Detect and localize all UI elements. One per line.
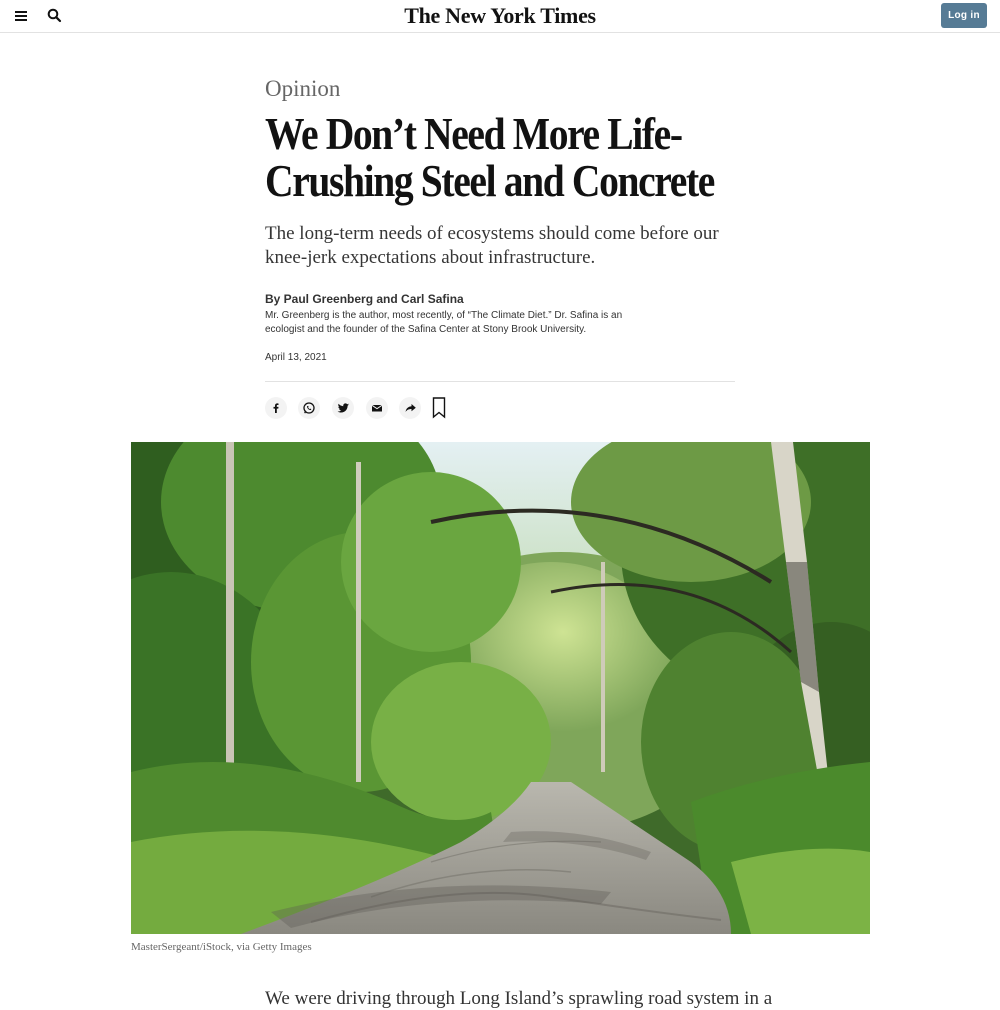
site-logo[interactable]: The New York Times xyxy=(404,3,596,28)
twitter-icon[interactable] xyxy=(332,397,354,419)
bookmark-icon[interactable] xyxy=(432,397,446,419)
hero-image xyxy=(131,442,870,934)
whatsapp-icon[interactable] xyxy=(298,397,320,419)
image-caption: MasterSergeant/iStock, via Getty Images xyxy=(131,941,312,953)
byline: By Paul Greenberg and Carl Safina xyxy=(265,292,464,306)
facebook-icon[interactable] xyxy=(265,397,287,419)
headline: We Don’t Need More Life-Crushing Steel and Concrete xyxy=(265,108,714,206)
divider xyxy=(265,381,735,382)
article-body: We were driving through Long Island’s sprawling road system in a xyxy=(265,988,773,1009)
publish-date: April 13, 2021 xyxy=(265,352,327,363)
share-icon[interactable] xyxy=(399,397,421,419)
email-icon[interactable] xyxy=(366,397,388,419)
top-bar xyxy=(0,0,1000,33)
author-bio: Mr. Greenberg is the author, most recently, of “The Climate Diet.” Dr. Safina is an ecologist and the founder of the Safina Center at Stony Brook University. xyxy=(265,310,623,335)
summary: The long-term needs of ecosystems should come before our knee-jerk expectations about infrastructure. xyxy=(265,223,719,268)
section-label[interactable]: Opinion xyxy=(265,76,341,101)
login-button[interactable]: Log in xyxy=(941,3,987,28)
